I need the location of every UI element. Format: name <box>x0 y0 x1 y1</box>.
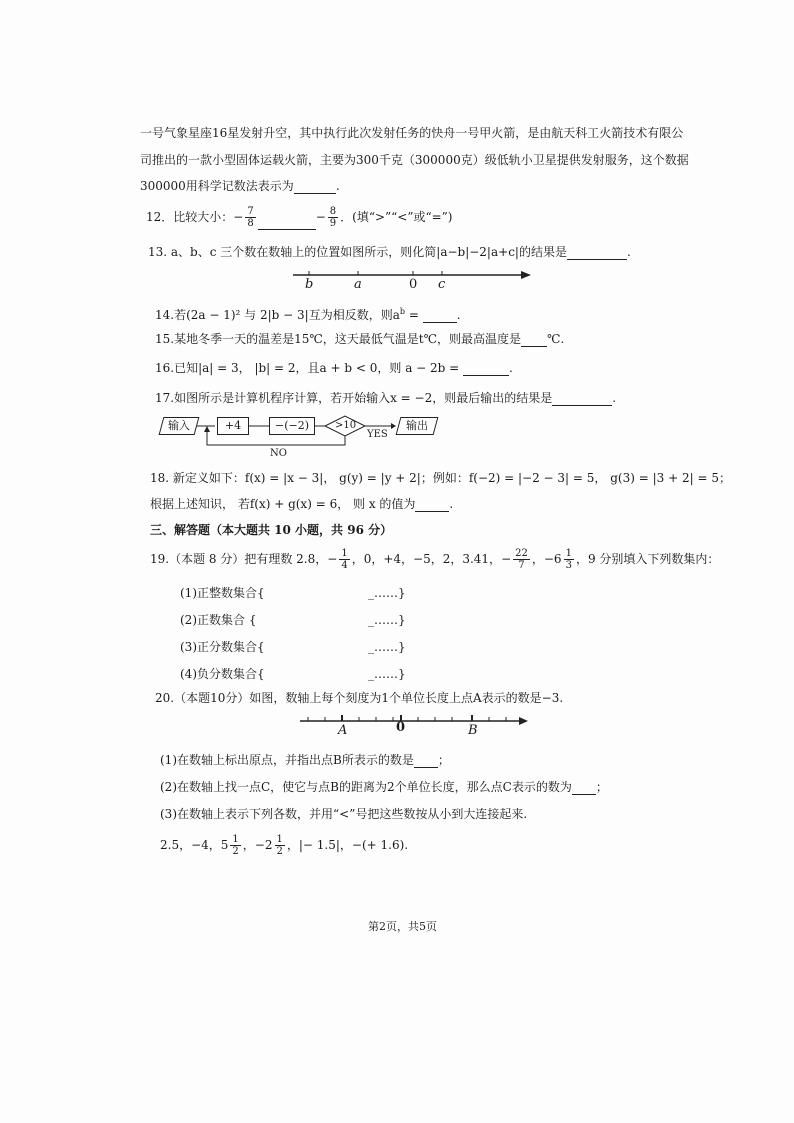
yes-label: YES <box>367 429 388 440</box>
q19-mixed-whole: −6 <box>543 552 562 566</box>
q20-part1: (1)在数轴上标出原点，并指出点B所表示的数是 ； <box>160 753 450 767</box>
fraction-numerator: 22 <box>515 548 528 559</box>
label-a: A <box>338 723 348 738</box>
set-label: (1)正整数集合{ <box>180 586 265 600</box>
fraction <box>564 548 574 571</box>
input-label: 输入 <box>168 419 190 432</box>
fraction <box>513 548 530 571</box>
set-answer-area[interactable]: _……} <box>368 667 406 681</box>
q11-line3: 300000用科学记数法表示为 . <box>140 179 340 193</box>
q20-numbers <box>160 832 408 858</box>
q20-nums-a: 2.5，−4，5 <box>160 838 229 852</box>
number-line-q20 <box>300 713 530 743</box>
label-a: a <box>354 277 362 292</box>
fraction-denominator: 7 <box>518 560 525 571</box>
q20-nums-c: ，|− 1.5|，−(+ 1.6). <box>286 838 409 852</box>
set-answer-area[interactable]: _……} <box>368 586 406 600</box>
fraction <box>230 834 240 857</box>
q12 <box>146 204 453 230</box>
q20-part1-text: (1)在数轴上标出原点，并指出点B所表示的数是 <box>160 753 414 767</box>
q11-line1: 一号气象星座16星发射升空，其中执行此次发射任务的快舟一号甲火箭，是由航天科工火箭技术有限公 <box>140 126 684 140</box>
q11-line2: 司推出的一款小型固体运载火箭，主要为300千克（300000克）级低轨小卫星提供发射服务，这个数据 <box>140 153 689 167</box>
q19-middle: ，0，+4，−5，2，3.41， <box>351 552 502 566</box>
number-line-q13 <box>293 266 533 292</box>
answer-blank[interactable] <box>415 499 449 512</box>
q16: 16.已知|a| = 3， |b| = 2，且a + b < 0，则 a − 2b = . <box>155 361 513 375</box>
answer-blank[interactable] <box>552 393 612 406</box>
answer-blank[interactable] <box>294 181 336 194</box>
fraction <box>245 206 255 229</box>
q19-suffix: ，9 分别填入下列数集内： <box>575 552 720 566</box>
set-negative-fractions <box>180 666 265 682</box>
label-origin: 0 <box>396 720 406 735</box>
fraction-numerator: 1 <box>341 548 348 559</box>
fraction-denominator: 2 <box>276 846 283 857</box>
q12-sign2: − <box>315 210 326 224</box>
answer-blank[interactable] <box>521 334 547 347</box>
number-line-axis <box>300 713 530 729</box>
q20-part2: (2)在数轴上找一点C，使它与点B的距离为2个单位长度，那么点C表示的数为 ； <box>160 780 608 794</box>
fraction-denominator: 4 <box>341 560 348 571</box>
q20-nums-b: ，−2 <box>242 838 273 852</box>
q11-line3-text: 300000用科学记数法表示为 <box>140 179 294 193</box>
q17: 17.如图所示是计算机程序计算，若开始输入x = −2，则最后输出的结果是 . <box>155 391 617 405</box>
q14: 14.若(2a − 1)² 与 2|b − 3|互为相反数，则$a^b$ = . <box>155 307 461 322</box>
fraction <box>328 206 338 229</box>
input-box <box>159 417 200 435</box>
set-label: (3)正分数集合{ <box>180 640 265 654</box>
q13: 13. a、b、c 三个数在数轴上的位置如图所示，则化简|a−b|−2|a+c|的结果是 . <box>148 245 631 259</box>
no-label: NO <box>270 448 287 459</box>
set-positive <box>180 612 256 628</box>
q13-text: 13. a、b、c 三个数在数轴上的位置如图所示，则化简|a−b|−2|a+c|的结果是 <box>148 245 567 259</box>
q16-text: 16.已知|a| = 3， |b| = 2，且a + b < 0，则 a − 2b = <box>155 361 464 375</box>
q15 <box>155 331 564 347</box>
label-0: 0 <box>409 277 418 292</box>
set-label: (4)负分数集合{ <box>180 667 265 681</box>
minus-box: −(−2) <box>269 417 315 435</box>
label-c: c <box>438 277 446 292</box>
q19-sign1: − <box>327 552 338 566</box>
section-title: 三、解答题（本大题共 10 小题，共 96 分） <box>150 523 393 537</box>
answer-blank[interactable] <box>463 363 509 376</box>
q19-sep: ， <box>531 552 544 566</box>
q15-text: 15.某地冬季一天的温差是15℃，这天最低气温是t℃，则最高温度是 <box>155 332 522 346</box>
set-answer-area[interactable]: _……} <box>368 613 406 627</box>
plus4-box: +4 <box>217 417 249 435</box>
fraction-denominator: 8 <box>247 218 254 229</box>
q18-line2-text: 根据上述知识， 若f(x) + g(x) = 6， 则 x 的值为 <box>150 497 416 511</box>
fraction <box>275 834 285 857</box>
label-b: b <box>305 277 314 292</box>
q14-exponent: b <box>399 307 405 316</box>
output-box <box>396 417 439 435</box>
set-positive-fractions <box>180 639 265 655</box>
set-positive-integers <box>180 585 265 601</box>
set-label: (2)正数集合 { <box>180 613 257 627</box>
fraction-numerator: 1 <box>276 834 283 845</box>
fraction-numerator: 1 <box>232 834 239 845</box>
fraction <box>339 548 349 571</box>
fraction-denominator: 2 <box>232 846 239 857</box>
label-b: B <box>468 723 478 738</box>
fraction-denominator: 3 <box>565 560 572 571</box>
q12-sign1: − <box>233 210 244 224</box>
fraction-numerator: 8 <box>329 206 337 217</box>
q17-text: 17.如图所示是计算机程序计算，若开始输入x = −2，则最后输出的结果是 <box>155 391 553 405</box>
q20-part2-text: (2)在数轴上找一点C，使它与点B的距离为2个单位长度，那么点C表示的数为 <box>160 780 572 794</box>
fraction-denominator: 9 <box>329 218 337 229</box>
q19-prefix: 19.（本题 8 分）把有理数 2.8， <box>150 552 328 566</box>
q15-tail: ℃. <box>547 332 565 346</box>
set-answer-area[interactable]: _……} <box>368 640 406 654</box>
q14-tail: = <box>405 308 423 322</box>
q19-intro <box>150 546 719 572</box>
output-label: 输出 <box>406 419 428 432</box>
fraction-numerator: 1 <box>565 548 572 559</box>
q12-suffix: ．(填“>”“<”或“=”) <box>340 210 453 224</box>
q20-intro: 20.（本题10分）如图，数轴上每个刻度为1个单位长度上点A表示的数是−3. <box>155 691 564 705</box>
answer-blank[interactable] <box>414 755 438 768</box>
q14-text: 14.若(2a − 1)² 与 2|b − 3|互为相反数，则a <box>155 308 400 322</box>
condition-label: >10 <box>335 420 357 431</box>
q12-prefix: 12．比较大小： <box>146 210 234 224</box>
answer-blank[interactable] <box>258 217 316 230</box>
answer-blank[interactable] <box>572 782 596 795</box>
page-number: 第2页，共5页 <box>368 920 437 933</box>
answer-blank[interactable] <box>423 310 457 323</box>
q20-part3: (3)在数轴上表示下列各数，并用“<”号把这些数按从小到大连接起来. <box>160 807 528 821</box>
answer-blank[interactable] <box>567 247 627 260</box>
q18-line2: 根据上述知识， 若f(x) + g(x) = 6， 则 x 的值为 . <box>150 497 454 511</box>
fraction-numerator: 7 <box>247 206 254 217</box>
q18-line1: 18. 新定义如下：f(x) = |x − 3|， g(y) = |y + 2|；例如：f(−2) = |−2 − 3| = 5， g(3) = |3 + 2| = 5； <box>150 471 731 485</box>
q19-sign2: − <box>501 552 512 566</box>
program-flowchart <box>155 413 455 459</box>
